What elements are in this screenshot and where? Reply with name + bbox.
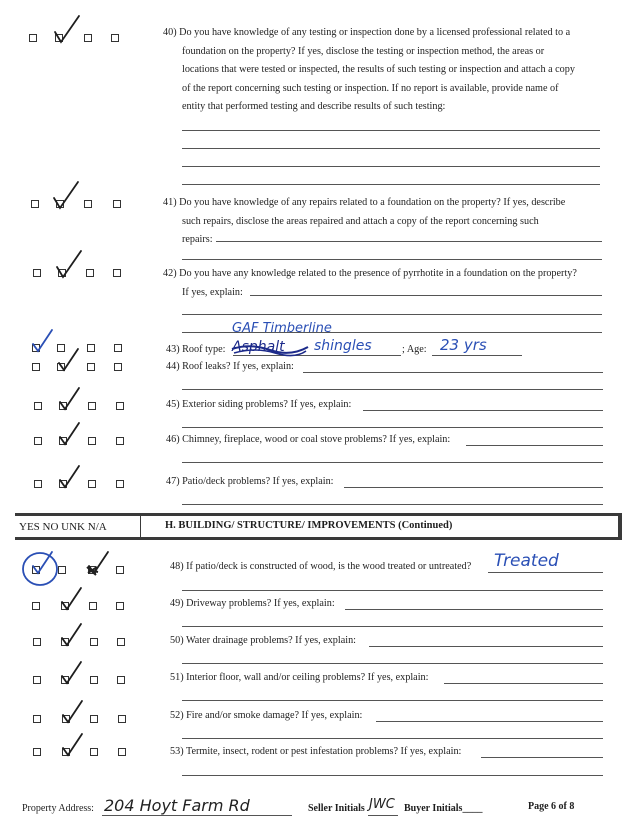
age-label: ; Age:: [402, 344, 427, 355]
checkbox-na[interactable]: [113, 200, 121, 208]
answer-line[interactable]: [182, 427, 603, 428]
question-text: Interior floor, wall and/or ceiling problems? If yes, explain:: [186, 672, 429, 683]
question-text: Do you have knowledge of any repairs related to a foundation on the property? If yes, describe: [179, 197, 566, 208]
question-44: [166, 358, 294, 377]
answer-line[interactable]: [182, 259, 602, 260]
question-45: [166, 396, 351, 415]
question-52: [170, 707, 362, 726]
checkbox-unk[interactable]: [84, 34, 92, 42]
property-address-line[interactable]: [102, 815, 292, 816]
question-text: If patio/deck is constructed of wood, is the wood treated or untreated?: [186, 561, 472, 572]
question-text: Roof type:: [182, 344, 226, 355]
answer-line[interactable]: [303, 372, 603, 373]
question-53: [170, 743, 461, 762]
checkbox-unk[interactable]: [88, 437, 96, 445]
buyer-initials-label: [404, 803, 482, 814]
question-text: Fire and/or smoke damage? If yes, explain:: [186, 710, 363, 721]
check-mark: [59, 620, 89, 650]
question-50: [170, 632, 356, 651]
question-47: [166, 473, 334, 492]
section-bar-divider: [140, 516, 141, 537]
checkbox-unk[interactable]: [90, 638, 98, 646]
checkbox-unk[interactable]: [84, 200, 92, 208]
section-bar-right: [618, 513, 622, 539]
question-number: 52): [170, 710, 184, 721]
question-text: Chimney, fireplace, wood or coal stove problems? If yes, explain:: [182, 434, 451, 445]
answer-line[interactable]: [488, 572, 603, 573]
answer-line[interactable]: [466, 445, 603, 446]
check-mark: [59, 658, 89, 688]
answer-line[interactable]: [344, 487, 603, 488]
answer-line[interactable]: [216, 241, 602, 242]
question-43: [166, 341, 225, 360]
check-mark: [57, 462, 87, 492]
question-number: 43): [166, 344, 180, 355]
checkbox-unk[interactable]: [90, 748, 98, 756]
question-text: Exterior siding problems? If yes, explain:: [182, 399, 352, 410]
question-number: 48): [170, 561, 184, 572]
answer-line[interactable]: [182, 314, 602, 315]
scribble-mark: [84, 561, 104, 581]
checkbox-na[interactable]: [113, 269, 121, 277]
question-49: [170, 595, 335, 614]
checkbox-na[interactable]: [116, 402, 124, 410]
check-mark: [30, 326, 60, 356]
question-text: Termite, insect, rodent or pest infestation problems? If yes, explain:: [185, 746, 462, 757]
column-headers: YES NO UNK N/A: [19, 521, 107, 533]
question-text: of the report concerning such testing or inspection. If no report is available, provide name of: [182, 82, 559, 94]
checkbox-yes[interactable]: [32, 602, 40, 610]
checkbox-unk[interactable]: [88, 480, 96, 488]
question-text: Do you have knowledge of any testing or inspection done by a licensed professional related to a: [179, 27, 571, 38]
answer-line[interactable]: [182, 700, 603, 701]
question-40: [163, 24, 603, 117]
seller-initials-handwriting: JWC: [369, 797, 395, 812]
check-mark: [53, 16, 83, 46]
section-title: H. BUILDING/ STRUCTURE/ IMPROVEMENTS (Continued): [165, 520, 453, 531]
strike-through: [230, 339, 310, 359]
question-46: [166, 431, 450, 450]
question-42: [163, 265, 608, 302]
checkbox-na[interactable]: [118, 715, 126, 723]
checkbox-unk[interactable]: [90, 715, 98, 723]
question-48: [170, 558, 471, 577]
question-text: Do you have any knowledge related to the presence of pyrrhotite in a foundation on the property?: [179, 268, 577, 279]
checkbox-na[interactable]: [116, 437, 124, 445]
checkbox-unk[interactable]: [88, 402, 96, 410]
checkbox-yes[interactable]: [29, 34, 37, 42]
answer-line[interactable]: [369, 646, 603, 647]
checkbox-yes[interactable]: [33, 748, 41, 756]
question-text: Roof leaks? If yes, explain:: [182, 361, 294, 372]
check-mark: [55, 251, 85, 281]
answer-line[interactable]: [376, 721, 603, 722]
answer-line[interactable]: [182, 590, 603, 591]
question-number: 45): [166, 399, 180, 410]
checkbox-unk[interactable]: [87, 344, 95, 352]
checkbox-yes[interactable]: [33, 715, 41, 723]
question-text: If yes, explain:: [182, 286, 243, 298]
checkbox-yes[interactable]: [31, 200, 39, 208]
buyer-initials-text: Buyer Initials: [404, 803, 463, 814]
checkbox-na[interactable]: [117, 638, 125, 646]
check-mark: [57, 419, 87, 449]
checkbox-yes[interactable]: [33, 269, 41, 277]
roof-type-handwriting-1: GAF Timberline: [232, 321, 332, 336]
checkbox-na[interactable]: [117, 676, 125, 684]
age-line[interactable]: [432, 355, 522, 356]
answer-line[interactable]: [182, 462, 603, 463]
answer-line[interactable]: [182, 738, 603, 739]
question-text: Driveway problems? If yes, explain:: [186, 598, 335, 609]
question-text: repairs:: [182, 234, 213, 245]
checkbox-unk[interactable]: [90, 676, 98, 684]
question-number: 53): [170, 746, 184, 757]
question-text: such repairs, disclose the areas repaired and attach a copy of the report concerning such: [182, 215, 539, 227]
page-number: Page 6 of 8: [528, 801, 575, 812]
roof-type-handwriting-struck: Asphalt: [232, 339, 285, 355]
circle-annotation: [20, 549, 64, 589]
answer-line[interactable]: [182, 166, 600, 167]
answer-line[interactable]: [182, 663, 603, 664]
answer-line[interactable]: [182, 184, 600, 185]
question-text: locations that were tested or inspected, the results of such testing or inspection and attach a copy: [182, 64, 575, 75]
property-address-label: Property Address:: [22, 803, 94, 814]
checkbox-na[interactable]: [114, 363, 122, 371]
checkbox-unk[interactable]: [89, 602, 97, 610]
answer-line[interactable]: [182, 775, 603, 776]
question-number: 40): [163, 27, 177, 38]
checkbox-yes[interactable]: [34, 402, 42, 410]
seller-initials-label: Seller Initials: [308, 803, 365, 814]
question-text: Patio/deck problems? If yes, explain:: [182, 476, 334, 487]
section-bar-top: [15, 513, 622, 516]
question-text: Water drainage problems? If yes, explain:: [185, 635, 357, 646]
section-bar-bottom: [15, 537, 622, 540]
seller-initials-line[interactable]: [368, 815, 398, 816]
question-number: 44): [166, 361, 180, 372]
buyer-initials-blank[interactable]: ____: [462, 803, 483, 814]
answer-line[interactable]: [345, 609, 603, 610]
checkbox-unk[interactable]: [87, 363, 95, 371]
checkbox-na[interactable]: [118, 748, 126, 756]
checkbox-na[interactable]: [116, 480, 124, 488]
question-number: 42): [163, 268, 177, 279]
question-51: [170, 669, 428, 688]
age-handwriting: 23 yrs: [440, 336, 487, 354]
property-address-handwriting: 204 Hoyt Farm Rd: [104, 796, 250, 815]
checkbox-unk[interactable]: [86, 269, 94, 277]
check-mark: [57, 384, 87, 414]
answer-line[interactable]: [363, 410, 603, 411]
question-number: 50): [170, 635, 184, 646]
question-number: 51): [170, 672, 184, 683]
answer-line[interactable]: [182, 148, 600, 149]
checkbox-yes[interactable]: [33, 638, 41, 646]
answer-line[interactable]: [182, 130, 600, 131]
wood-handwriting: Treated: [494, 551, 559, 571]
answer-line[interactable]: [250, 295, 602, 296]
check-mark: [60, 730, 90, 760]
question-text: entity that performed testing and describe results of such testing:: [182, 101, 446, 112]
answer-line[interactable]: [182, 504, 603, 505]
checkbox-na[interactable]: [114, 344, 122, 352]
question-number: 46): [166, 434, 180, 445]
checkbox-na[interactable]: [116, 566, 124, 574]
question-text: foundation on the property? If yes, disclose the testing or inspection method, the areas or: [182, 45, 545, 57]
check-mark: [60, 697, 90, 727]
checkbox-na[interactable]: [111, 34, 119, 42]
checkbox-yes[interactable]: [34, 437, 42, 445]
checkbox-yes[interactable]: [33, 676, 41, 684]
question-number: 41): [163, 197, 177, 208]
checkbox-yes[interactable]: [34, 480, 42, 488]
roof-type-handwriting-2: shingles: [314, 338, 372, 354]
checkbox-yes[interactable]: [32, 363, 40, 371]
question-number: 49): [170, 598, 184, 609]
check-mark: [52, 182, 82, 212]
answer-line[interactable]: [444, 683, 603, 684]
answer-line[interactable]: [182, 626, 603, 627]
answer-line[interactable]: [182, 389, 603, 390]
check-mark: [56, 345, 86, 375]
answer-line[interactable]: [481, 757, 603, 758]
question-number: 47): [166, 476, 180, 487]
checkbox-na[interactable]: [116, 602, 124, 610]
